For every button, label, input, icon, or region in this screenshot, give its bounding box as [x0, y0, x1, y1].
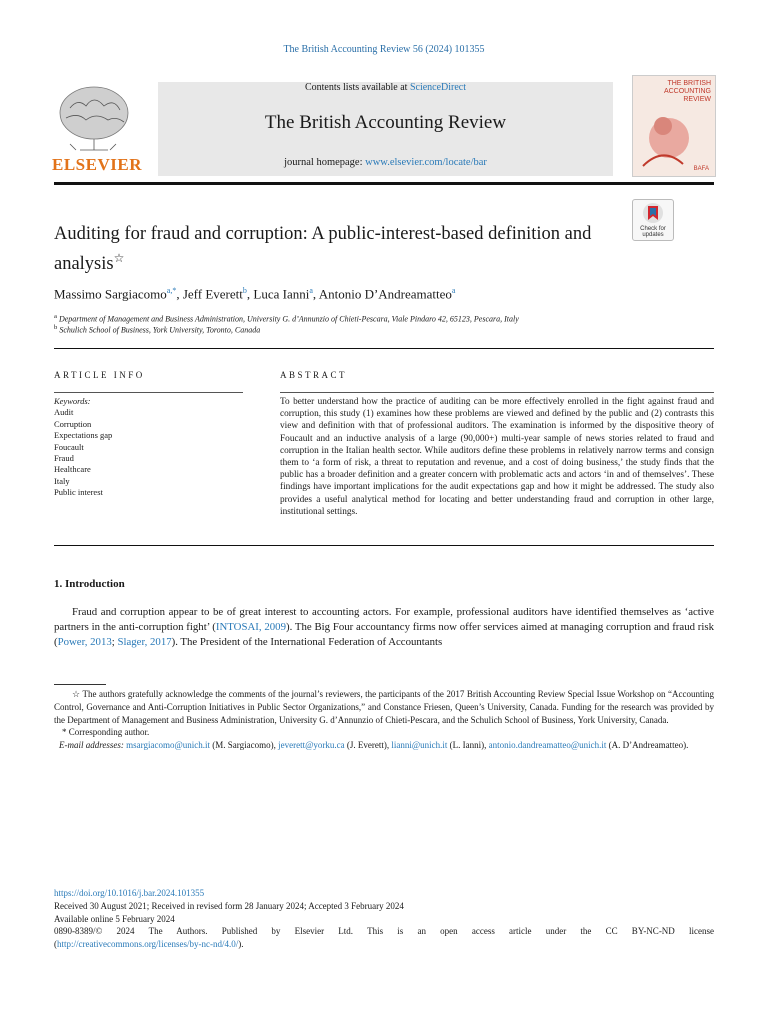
author-affiliation-mark[interactable]: a [451, 286, 456, 295]
introduction-paragraph [54, 605, 714, 650]
acknowledgement-text: The authors gratefully acknowledge the comments of the journal’s reviewers, the participants of the 2017 British Accounting Review Special Issue Workshop on “Accounting Control, Governance and Anti-Corruption Initiatives in Public Sector Organizations,” and Constance Friesen, Queen’s University, Canada. Funding for the research was provided by the Department of Management and Business Administration, University G. d’Annunzio of Chieti-Pescara, and the Schulich School of Business, York University, Canada. [54, 689, 714, 725]
abstract-label: ABSTRACT [280, 370, 348, 380]
license-paren: ( [54, 939, 57, 950]
affiliation-a-mark: a [54, 313, 57, 320]
keywords-list [54, 396, 243, 499]
article-info-rule [54, 392, 243, 393]
citation-link[interactable]: INTOSAI, 2009 [215, 621, 286, 633]
email-link[interactable]: msargiacomo@unich.it [126, 740, 211, 751]
title-footnote-mark: ☆ [113, 251, 125, 265]
affiliation-b [54, 324, 714, 335]
keyword-item: Fraud [54, 453, 74, 464]
masthead-rule [54, 182, 714, 185]
email-footnote [54, 739, 714, 752]
cover-illustration [633, 76, 715, 176]
email-owner: (M. Sargiacomo), [210, 740, 279, 751]
article-history [54, 887, 714, 951]
intro-text-part: ). The President of the International Federation of Accountants [171, 636, 443, 648]
check-updates-label: Check for updates [640, 226, 666, 238]
keyword-item: Italy [54, 475, 70, 486]
available-online: Available online 5 February 2024 [54, 913, 175, 924]
affiliation-b-text: Schulich School of Business, York University, Toronto, Canada [59, 325, 261, 335]
email-link[interactable]: jeverett@yorku.ca [278, 740, 345, 751]
footnotes [54, 688, 714, 752]
keyword-item: Foucault [54, 441, 84, 452]
email-link[interactable]: lianni@unich.it [391, 740, 448, 751]
affiliation-a-text: Department of Management and Business Administration, University G. d’Annunzio of Chieti-Pescara, Viale Pindaro 42, 65123, Pescara, Italy [58, 314, 519, 324]
email-owner: (J. Everett), [344, 740, 392, 751]
check-for-updates-button[interactable] [632, 199, 674, 241]
author-separator: , [246, 286, 254, 302]
author-separator: , [312, 286, 319, 302]
keyword-item: Audit [54, 407, 74, 418]
abstract-text: To better understand how the practice of auditing can be more effectively enrolled in the fight against fraud and corruption, this study (1) examines how these problems are viewed and defined by the public and (2) contrasts this view and definition with that of professional auditors. The examination is informed by the dispositive theory of Foucault and an inductive analysis of a large (90,000+) multi-year sample of news stories related to fraud and corruption in the Italian health sector. While auditors define these problems in relatively narrow terms and consign them to ‘a form of risk, a threat to reputation and revenue, and a cost of doing business,’ the study finds that the public has a broader definition and a greater concern with problematic acts and actors ‘in and of themselves’. These findings have important implications for the audit expectations gap and how it might be addressed. The study also provides a useful analytical method for locating and better understanding fraud and corruption in other large, institutional settings. [280, 397, 714, 517]
doi-link[interactable]: https://doi.org/10.1016/j.bar.2024.101355 [54, 888, 205, 898]
author-affiliation-mark[interactable]: a [309, 286, 313, 295]
email-owner: (L. Ianni), [447, 740, 489, 751]
cover-badge: BAFA [693, 166, 709, 172]
received-dates: Received 30 August 2021; Received in revised form 28 January 2024; Accepted 3 February 2024 [54, 900, 404, 911]
cover-title: THE BRITISH ACCOUNTING REVIEW [663, 80, 711, 103]
author-name[interactable]: Jeff Everett [182, 286, 243, 302]
acknowledgement-mark: ☆ [72, 689, 81, 699]
contents-line [158, 82, 613, 93]
homepage-prefix: journal homepage: [284, 157, 366, 168]
affiliation-a [54, 313, 714, 324]
license-paren: ). [238, 939, 244, 950]
running-head: The British Accounting Review 56 (2024) 101355 [283, 44, 485, 55]
license-line [54, 925, 714, 938]
article-title [54, 222, 614, 276]
license-url-line [54, 938, 714, 951]
bookmark-icon [633, 200, 673, 228]
abstract-rule [280, 392, 714, 393]
abstract-divider [54, 545, 714, 546]
email-link[interactable]: antonio.dandreamatteo@unich.it [488, 740, 607, 751]
intro-text-part: Fraud and corruption appear to be of great interest to accounting actors. For example, professional auditors have identified themselves as ‘active partners in the anti-corruption fight’ ( [54, 606, 714, 633]
author-separator: , [176, 286, 183, 302]
email-label: E-mail addresses: [59, 740, 124, 751]
contents-prefix: Contents lists available at [304, 82, 410, 93]
keyword-item: Public interest [54, 487, 103, 498]
journal-title: The British Accounting Review [264, 112, 507, 133]
keyword-item: Healthcare [54, 464, 91, 475]
intro-text-part: ; [111, 636, 118, 648]
article-title-text: Auditing for fraud and corruption: A public-interest-based definition and analysis [54, 224, 592, 275]
keyword-item: Corruption [54, 418, 92, 429]
author-list [54, 286, 714, 302]
header-divider [54, 348, 714, 349]
corresponding-footnote [54, 726, 714, 739]
affiliation-b-mark: b [54, 324, 58, 331]
author-name[interactable]: Luca Ianni [253, 286, 310, 302]
journal-homepage-link[interactable]: www.elsevier.com/locate/bar [365, 157, 487, 168]
author-name[interactable]: Massimo Sargiacomo [54, 286, 167, 302]
author-name[interactable]: Antonio D’Andreamatteo [318, 286, 452, 302]
intro-text-part: ). The Big Four accountancy firms now offer services aimed at managing corruption and fraud risk ( [54, 621, 714, 648]
corresponding-text: Corresponding author. [68, 727, 150, 738]
license-text: 0890-8389/© 2024 The Authors. Published by Elsevier Ltd. This is an open access article under the CC BY-NC-ND license [54, 926, 714, 937]
journal-cover-thumbnail[interactable] [632, 75, 716, 177]
acknowledgement-footnote [54, 688, 714, 726]
corresponding-mark: * [62, 727, 67, 738]
sciencedirect-link[interactable]: ScienceDirect [409, 82, 467, 93]
keyword-item: Expectations gap [54, 430, 113, 441]
citation-link[interactable]: Power, 2013 [57, 636, 112, 648]
author-affiliation-mark[interactable]: b [242, 286, 247, 295]
footnote-rule [54, 684, 106, 685]
license-link[interactable]: http://creativecommons.org/licenses/by-nc-nd/4.0/ [57, 939, 239, 950]
email-owner: (A. D’Andreamatteo). [606, 740, 689, 751]
elsevier-wordmark: ELSEVIER [52, 155, 142, 174]
section-heading-introduction: 1. Introduction [54, 578, 125, 590]
author-affiliation-mark[interactable]: a,* [166, 286, 177, 295]
citation-link[interactable]: Slager, 2017 [117, 636, 172, 648]
article-info-label: ARTICLE INFO [54, 370, 145, 380]
keywords-label: Keywords: [54, 396, 91, 406]
homepage-line [158, 157, 613, 168]
